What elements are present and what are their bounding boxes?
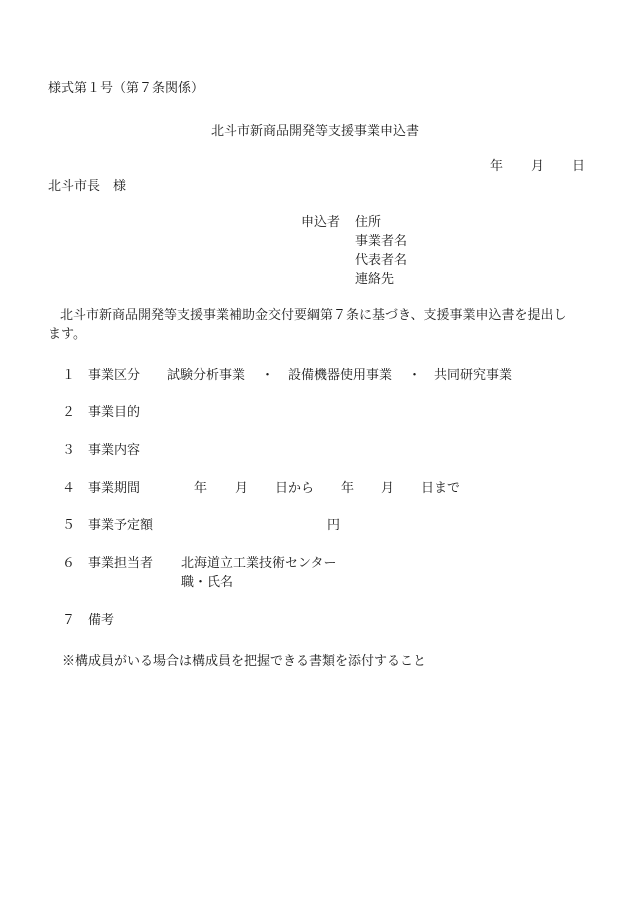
item-label: 事業期間	[88, 481, 141, 496]
applicant-business-name: 事業者名	[355, 234, 408, 249]
item-label: 事業目的	[88, 405, 141, 420]
period-end-year: 年	[341, 481, 355, 496]
date-day: 日	[572, 159, 586, 174]
item-number: ５	[62, 518, 76, 533]
period-end-month: 月	[381, 481, 395, 496]
body-line-2: ます。	[48, 327, 86, 342]
applicant-contact: 連絡先	[355, 272, 395, 287]
period-start-day: 日から	[275, 481, 315, 496]
item-number: ７	[62, 613, 76, 628]
body-line-1: 北斗市新商品開発等支援事業補助金交付要綱第７条に基づき、支援事業申込書を提出し	[60, 308, 567, 323]
attachment-note: ※構成員がいる場合は構成員を把握できる書類を添付すること	[62, 654, 427, 669]
item-number: ４	[62, 481, 76, 496]
item-label: 事業担当者	[88, 556, 154, 571]
option-joint-research: 共同研究事業	[434, 368, 513, 383]
applicant-representative: 代表者名	[355, 253, 408, 268]
option-separator: ・	[261, 368, 275, 383]
date-month: 月	[531, 159, 545, 174]
item-number: ３	[62, 443, 76, 458]
applicant-address: 住所	[355, 215, 382, 230]
option-separator: ・	[408, 368, 422, 383]
item-number: １	[62, 368, 76, 383]
option-equipment-use: 設備機器使用事業	[288, 368, 393, 383]
period-start-year: 年	[194, 481, 208, 496]
applicant-label: 申込者	[301, 215, 341, 230]
position-and-name: 職・氏名	[181, 575, 234, 590]
item-label: 事業内容	[88, 443, 141, 458]
form-number: 様式第１号（第７条関係）	[48, 81, 205, 96]
item-label: 事業予定額	[88, 518, 154, 533]
organization-name: 北海道立工業技術センター	[181, 556, 337, 571]
item-number: ６	[62, 556, 76, 571]
item-label: 備考	[88, 613, 115, 628]
addressee: 北斗市長 様	[48, 179, 127, 194]
period-end-day: 日まで	[421, 481, 461, 496]
item-label: 事業区分	[88, 368, 141, 383]
document-title: 北斗市新商品開発等支援事業申込書	[210, 124, 419, 139]
period-start-month: 月	[235, 481, 249, 496]
amount-unit: 円	[327, 518, 341, 533]
option-test-analysis: 試験分析事業	[167, 368, 246, 383]
item-number: ２	[62, 405, 76, 420]
date-year: 年	[490, 159, 504, 174]
